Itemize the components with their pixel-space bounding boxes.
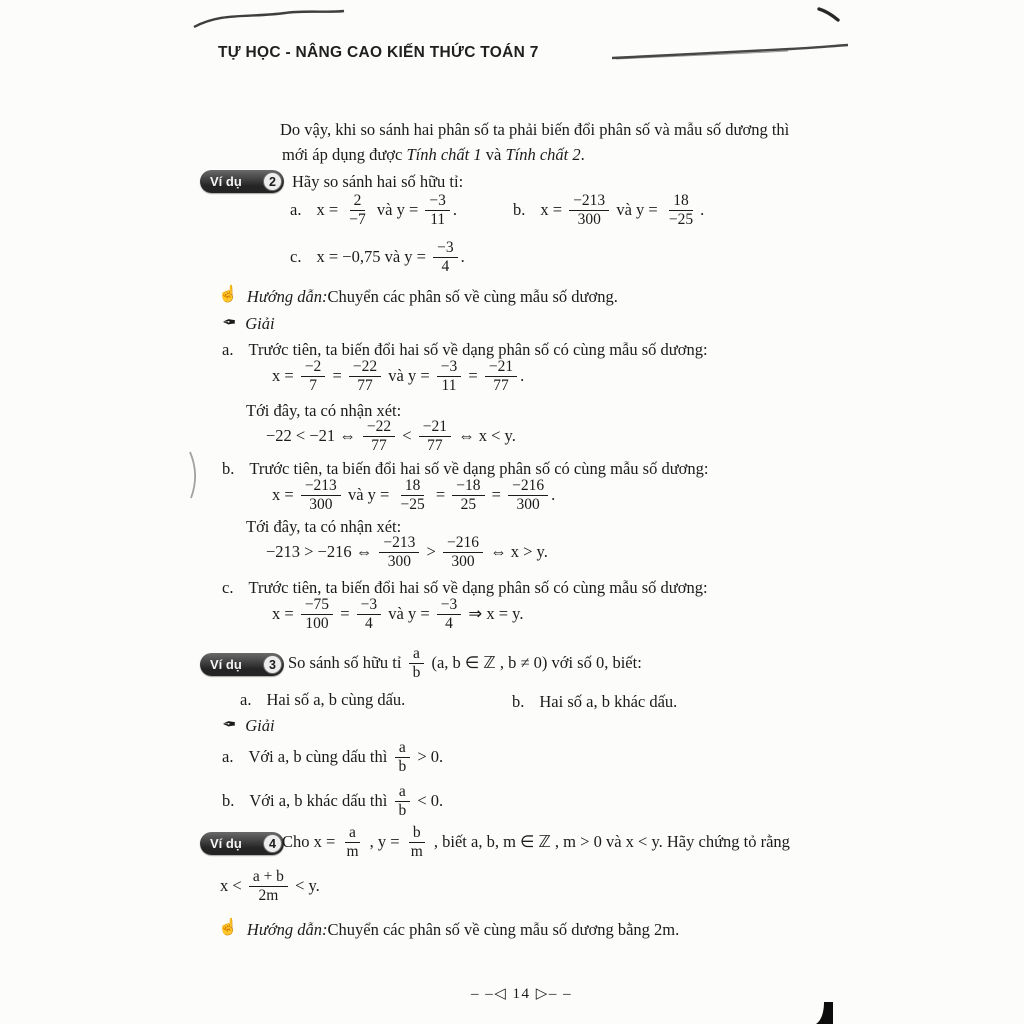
fraction: $\frac{-22}{77}$	[363, 418, 395, 455]
math-text: x <	[220, 876, 246, 896]
math-text: x =	[316, 200, 343, 220]
fraction: $\frac{-3}{4}$	[437, 596, 462, 633]
guidance-2	[218, 920, 679, 940]
fraction: $\frac{-21}{77}$	[485, 358, 517, 395]
math-line-a2	[266, 418, 516, 455]
example-3-prompt	[288, 645, 642, 682]
math-text: x =	[272, 366, 298, 386]
math-text: x = −0,75 và y =	[316, 247, 431, 267]
fraction: $\frac{-216}{300}$	[508, 477, 548, 514]
item-label: a.	[222, 340, 234, 359]
math-text: x =	[540, 200, 567, 220]
example-3-solution-b	[222, 783, 443, 820]
scan-artifact-bottom-right-mark	[816, 1002, 833, 1024]
math-text: và y =	[384, 366, 434, 386]
guidance-label: Hướng dẫn:	[246, 287, 328, 306]
badge-label: Ví dụ	[210, 173, 242, 189]
math-line-c1	[272, 596, 523, 633]
math-text: .	[460, 247, 465, 267]
math-text: và y =	[343, 485, 394, 505]
fraction: $\frac{2}{-7}$	[349, 192, 366, 228]
badge-label: Ví dụ	[210, 656, 242, 672]
math-text: =	[336, 604, 354, 624]
fraction: $\frac{a}{b}$	[409, 645, 425, 682]
fraction: $\frac{-213}{300}$	[569, 192, 609, 229]
pen-nib-icon: ✒	[222, 715, 237, 734]
solution-step-b	[222, 459, 708, 479]
math-text: và y =	[372, 200, 423, 220]
math-text: ⇔ x < y.	[453, 426, 516, 446]
math-text: ⇔ x > y.	[485, 542, 548, 562]
math-text: x =	[272, 485, 298, 505]
math-text: Cho x =	[282, 832, 340, 852]
pen-nib-icon: ✒	[222, 313, 237, 332]
fraction: $\frac{a}{m}$	[346, 824, 359, 860]
math-text: =	[464, 366, 482, 386]
fraction: $\frac{-22}{77}$	[349, 358, 381, 395]
scan-artifact-scratch-line-2	[616, 51, 788, 59]
pointing-hand-icon: ☝	[218, 286, 238, 303]
solution-heading-2	[222, 716, 275, 736]
math-text: −213 > −216 ⇔	[266, 542, 377, 562]
example-2-item-c	[290, 239, 465, 276]
solution-label: Giải	[245, 716, 275, 735]
fraction: $\frac{a}{b}$	[394, 783, 410, 820]
math-text: =	[487, 485, 506, 505]
item-label: a.	[240, 690, 252, 709]
intro-line-2	[282, 145, 585, 165]
item-label: b.	[222, 459, 235, 478]
badge-number: 4	[263, 834, 282, 853]
remark-b: Tới đây, ta có nhận xét:	[246, 517, 402, 536]
math-line-b1	[272, 477, 555, 514]
fraction: $\frac{a + b}{2m}$	[249, 868, 288, 905]
example-3-item-a	[240, 690, 405, 710]
math-text: < y.	[290, 876, 320, 896]
badge-number: 3	[263, 655, 282, 674]
math-text: và y =	[384, 604, 434, 624]
property-1-ref: Tính chất 1	[406, 145, 482, 164]
math-text: Với a, b cùng dấu thì	[248, 747, 392, 767]
math-text: −22 < −21 ⇔	[266, 426, 360, 446]
example-4-prompt	[282, 824, 790, 861]
step-text: Trước tiên, ta biến đổi hai số về dạng phân số có cùng mẫu số dương:	[248, 340, 708, 359]
fraction: $\frac{-213}{300}$	[379, 534, 419, 571]
item-label: b.	[512, 692, 525, 711]
math-text: , y =	[365, 832, 404, 852]
math-line-a1	[272, 358, 524, 395]
fraction: $\frac{-216}{300}$	[443, 534, 483, 571]
item-label: a.	[222, 747, 234, 767]
math-text: ⇒ x = y.	[464, 604, 524, 624]
math-text: .	[700, 200, 705, 220]
fraction: $\frac{-18}{25}$	[452, 477, 484, 514]
solution-label: Giải	[245, 314, 275, 333]
fraction: $\frac{a}{b}$	[394, 739, 410, 776]
math-text: , biết a, b, m ∈ ℤ , m > 0 và x < y. Hãy chứng tỏ rằng	[429, 832, 790, 852]
item-label: a.	[290, 200, 302, 220]
math-text: (a, b ∈ ℤ , b ≠ 0) với số 0, biết:	[427, 653, 642, 673]
item-label: b.	[222, 791, 235, 811]
scan-artifact-scratch-line	[612, 45, 848, 58]
example-3-item-b	[512, 692, 677, 712]
remark-a: Tới đây, ta có nhận xét:	[246, 401, 402, 420]
guidance-text: Chuyển các phân số về cùng mẫu số dương.	[327, 287, 618, 306]
pointing-hand-icon: ☝	[218, 919, 238, 936]
solution-heading-1	[222, 314, 275, 334]
intro-line-2-end: .	[580, 145, 585, 164]
badge-number: 2	[263, 172, 282, 191]
math-text: So sánh số hữu tỉ	[288, 653, 406, 673]
step-text: Trước tiên, ta biến đổi hai số về dạng phân số có cùng mẫu số dương:	[249, 459, 709, 478]
math-text: Với a, b khác dấu thì	[249, 791, 392, 811]
math-text: .	[452, 200, 458, 220]
page-title: TỰ HỌC - NÂNG CAO KIẾN THỨC TOÁN 7	[218, 44, 539, 61]
fraction: $\frac{-2}{7}$	[301, 358, 326, 395]
math-text: =	[328, 366, 346, 386]
solution-step-c	[222, 578, 708, 598]
guidance-text: Chuyển các phân số về cùng mẫu số dương bằng 2m.	[327, 920, 680, 939]
fraction: $\frac{-3}{4}$	[357, 596, 382, 633]
math-text: > 0.	[413, 747, 444, 767]
example-2-prompt: Hãy so sánh hai số hữu tỉ:	[292, 172, 464, 191]
fraction: $\frac{-3}{11}$	[425, 192, 450, 229]
item-text: Hai số a, b cùng dấu.	[266, 690, 406, 709]
math-text: >	[422, 542, 440, 562]
example-4-badge	[200, 832, 284, 855]
example-3-badge	[200, 653, 284, 676]
math-text: x =	[272, 604, 298, 624]
step-text: Trước tiên, ta biến đổi hai số về dạng phân số có cùng mẫu số dương:	[248, 578, 708, 597]
fraction: $\frac{-213}{300}$	[301, 477, 341, 514]
guidance-1	[218, 287, 618, 307]
badge-label: Ví dụ	[210, 835, 242, 851]
math-text: và y =	[612, 200, 662, 220]
solution-step-a	[222, 340, 708, 360]
intro-line-2-mid: và	[481, 145, 506, 164]
fraction: $\frac{-3}{11}$	[437, 358, 462, 395]
example-3-solution-a	[222, 739, 443, 776]
item-label: c.	[222, 578, 234, 597]
fraction: $\frac{-75}{100}$	[301, 596, 333, 633]
intro-line-1: Do vậy, khi so sánh hai phân số ta phải biến đổi phân số và mẫu số dương thì	[280, 120, 790, 139]
fraction: $\frac{-3}{4}$	[433, 239, 458, 276]
example-4-math	[220, 868, 320, 905]
intro-line-2-pre: mới áp dụng được	[282, 145, 407, 164]
guidance-label: Hướng dẫn:	[246, 920, 328, 939]
math-text: <	[398, 426, 416, 446]
math-text: < 0.	[413, 791, 444, 811]
math-text: =	[431, 485, 450, 505]
page-number: – –◁ 14 ▷– –	[471, 986, 573, 1002]
scan-artifact-top-right-mark	[819, 9, 838, 20]
item-label: b.	[513, 200, 526, 220]
example-2-badge	[200, 170, 284, 193]
example-2-item-a	[290, 192, 457, 229]
math-text: .	[520, 366, 525, 386]
math-line-b2	[266, 534, 548, 571]
scan-artifact-top-left-scribble	[194, 11, 344, 27]
example-2-item-b	[513, 192, 704, 229]
math-text: .	[551, 485, 556, 505]
fraction: $\frac{18}{-25}$	[400, 477, 425, 513]
property-2-ref: Tính chất 2	[505, 145, 581, 164]
scan-artifact-left-crease	[190, 452, 195, 498]
item-label: c.	[290, 247, 302, 267]
fraction: $\frac{-21}{77}$	[419, 418, 451, 455]
fraction: $\frac{b}{m}$	[410, 824, 423, 860]
fraction: $\frac{18}{-25}$	[668, 192, 694, 228]
item-text: Hai số a, b khác dấu.	[539, 692, 678, 711]
